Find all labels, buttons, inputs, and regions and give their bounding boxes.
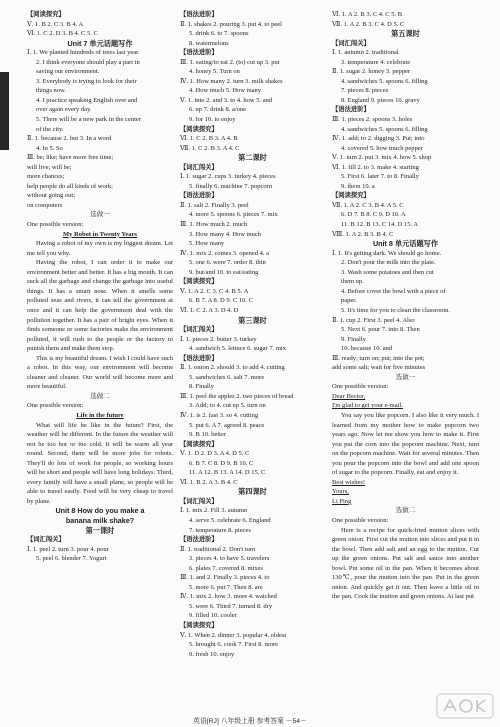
answer-line: Ⅰ. 1. mix 2. Fill 3. autumn xyxy=(180,507,248,515)
answer-line: 4. sandwiches 5. spoons 6. filling xyxy=(341,77,428,85)
section-heading: 第三课时 xyxy=(238,315,267,325)
answer-line: 3. Wash some potatoes and then cut xyxy=(341,268,434,276)
answer-line: I'm glad to get your e-mail. xyxy=(332,402,403,410)
exercise-label: 【词汇闯关】 xyxy=(180,163,218,171)
exercise-label: 【阅读探究】 xyxy=(180,125,218,133)
answer-line: Ⅱ. 1. sugar 2. honey 3. pepper xyxy=(332,68,411,76)
answer-line: more chances; xyxy=(27,173,65,181)
answer-line: Yours, xyxy=(332,488,349,496)
answer-line: Ⅰ. 1. autumn 2. traditional xyxy=(332,49,399,57)
answer-line: Ⅵ. 1. A 2. B 3. C 4. C 5. B xyxy=(332,11,403,18)
answer-line: will live; will be; xyxy=(27,163,72,171)
answer-line: Best wishes! xyxy=(332,478,366,486)
page-edge-mark xyxy=(0,72,9,150)
answer-line: Ⅵ. 1. B 2. A 3. B 4. C xyxy=(180,478,238,486)
answer-line: Ⅳ. 1. How many 2. turn 3. milk shakes xyxy=(180,77,283,85)
essay-paragraph: Having the robot, I can order it to make our environment better and better. It has a big mouth. It can suck all the garbage and change the garbage into useful things. It has a smart nose. When it smells some polluted seas and rivers, it can tell the government at once and it can help the government deal with the pollution together. It has a pair of bright eyes. When it finds someone or some factories make the environment polluted, it will rush to the people or the factory to punish them and make them stop. xyxy=(27,259,173,353)
exercise-label: 【阅读探究】 xyxy=(180,622,218,629)
answer-line: 5. put 6. A 7. agreed 8. peace xyxy=(189,421,265,429)
answer-line: them up. xyxy=(341,278,364,286)
answer-line: Ⅶ. 1. A 2. B 3. C 4. D 5. C xyxy=(332,20,405,28)
section-heading: banana milk shake? xyxy=(65,515,135,525)
answer-line: Ⅴ. 1. turn 2. put 3. mix 4. how 5. shop xyxy=(332,154,432,162)
essay-paragraph: This is my beautiful dream. I wish I could have such a robot. In this way, our environment will become cleaner and cleaner. Our world will become more and more beautiful. xyxy=(27,354,173,391)
answer-line: Ⅵ. 1. C 2. D 3. B 4. C 5. C xyxy=(27,30,98,38)
answer-line: 8. Finally xyxy=(189,383,214,391)
answer-line: saving our environment. xyxy=(36,68,100,76)
answer-line: 9. filled 10. cooler xyxy=(189,612,237,620)
answer-line: 7. temperature 8. pieces xyxy=(189,526,251,534)
answer-line: 5. were 6. Third 7. turned 8. dry xyxy=(189,602,273,610)
answer-line: Ⅳ. 1. is 2. fast 3. so 4. cutting xyxy=(180,411,259,419)
answer-line: Ⅱ. 1. cup 2. First 3. peel 4. Also xyxy=(332,316,415,324)
answer-line: One possible version: xyxy=(27,221,84,229)
essay-paragraph: Here is a recipe for quick-fried mutton slices with green onion. First cut the mutton into slices and put it in the bowl. Then add salt and an egg to the mutton. Cut up the green onions. Put salt and sauce into another bowl. Put some oil in the pan. When it becomes about 130℃, pour the mutton into the pan. Put in the green onion. And quickly get it out. Then leave a little oil in the pan. Cook the mutton and green onions. At last put xyxy=(332,526,479,601)
answer-line: Ⅱ. 1. traditional 2. Don't turn xyxy=(180,545,256,553)
answer-line: 4. I practice speaking English over and xyxy=(36,96,138,104)
exercise-label: 【阅读探究】 xyxy=(180,440,218,448)
answer-line: Ⅱ. 1. shakes 2. pouring 3. put 4. to peel xyxy=(180,20,282,28)
answer-line: 6. D 7. B 8. C 9. D 10. A xyxy=(341,211,406,219)
answer-line: 选做二 xyxy=(395,507,416,515)
answer-line: 3. temperature 4. celebrate xyxy=(341,58,411,66)
answer-line: 5. There will be a new park in the center xyxy=(36,116,141,124)
exercise-label: 【语法进阶】 xyxy=(180,11,218,18)
answer-line: Ⅲ. 1. peel the apples 2. two pieces of bread xyxy=(180,392,294,400)
answer-line: Ⅲ. 1. pieces 2. spoons 3. holes xyxy=(332,116,413,124)
answer-line: Ⅰ. 1. pieces 2. butter 3. turkey xyxy=(180,335,257,343)
essay-paragraph: You say you like popcorn. I also like it very much. I learned from my mother how to make popcorn two years ago. Now let me show you how to make it. First you put the corn into the popcorn machine. Next, turn on the popcorn machine. Wait for several minutes. Then you pour the popcorn into the bowl and add one spoon of sugar to the popcorn. Finally, eat and enjoy it. xyxy=(332,411,479,477)
section-heading: 第五课时 xyxy=(391,29,420,39)
answer-column-left xyxy=(27,10,173,564)
answer-line: Ⅱ. 1. onion 2. should 3. to add 4. cutting xyxy=(180,364,285,372)
answer-line: 8. watermelons xyxy=(189,39,229,47)
answer-column-middle xyxy=(180,10,325,659)
section-heading: Unit 7 单元话题写作 xyxy=(67,38,133,48)
answer-line: One possible version: xyxy=(27,402,84,410)
answer-line: 3. Add; to 4. cut up 5. turn on xyxy=(189,402,266,410)
answer-line: 4. In 5. So xyxy=(36,144,63,152)
exercise-label: 【阅读探究】 xyxy=(180,278,218,286)
answer-line: 9. but/and 10. to eat/eating xyxy=(189,268,259,276)
answer-line: 5. drink 6. to 7. spoons xyxy=(189,30,249,38)
section-heading: Unit 8 单元话题写作 xyxy=(372,239,439,249)
answer-line: Ⅰ. 1. We planted hundreds of trees last year. xyxy=(27,49,140,57)
answer-line: 5. sandwiches 6. salt 7. more xyxy=(189,373,265,381)
answer-line: Ⅶ. 1. A 2. C 3. B 4. A 5. C xyxy=(332,201,404,209)
answer-line: 9. B 10. better xyxy=(189,431,227,439)
answer-line: 9. fresh 10. enjoy xyxy=(189,650,235,658)
answer-line: Ⅷ. 1. A 2. B 3. B 4. C xyxy=(332,230,394,238)
answer-line: Ⅳ. 1. mix 2. how 3. more 4. watched xyxy=(180,593,277,601)
exercise-label: 【语法进阶】 xyxy=(180,49,218,57)
answer-line: Ⅰ. 1. peel 2. turn 3. pour 4. pour xyxy=(27,545,109,553)
section-heading: 第四课时 xyxy=(238,487,267,497)
answer-line: Ⅱ. 1. because 2. but 3. In a word xyxy=(27,135,112,143)
exercise-label: 【阅读探究】 xyxy=(27,11,65,18)
answer-line: My Robot in Twenty Years xyxy=(63,230,137,238)
answer-line: 9. for 10. to enjoy xyxy=(189,116,236,124)
exercise-label: 【语法进阶】 xyxy=(180,192,218,200)
answer-line: Ⅱ. 1. salt 2. Finally 3. peel xyxy=(180,201,249,209)
answer-line: 10. because 10. and xyxy=(341,345,393,353)
answer-line: paper. xyxy=(341,297,357,305)
answer-line: 6. plates 7. covered 8. mixes xyxy=(189,564,264,572)
answer-column-right xyxy=(332,10,479,602)
answer-line: Ⅴ. 1. into 2. and 3. to 4. how 5. and xyxy=(180,96,273,104)
answer-line: 5. peel 6. blender 7. Yogurt xyxy=(36,555,107,563)
answer-line: Ⅲ. ready; turn on; put; into the pot; xyxy=(332,354,425,362)
answer-line: 6. up 7. drink 8. a/one xyxy=(189,106,247,114)
answer-line: 11. A 12. B 13. A 14. D 15. C xyxy=(189,469,266,477)
answer-line: Ⅶ. 1. C 2. B 3. A 4. C xyxy=(180,144,240,152)
answer-line: 9. them 10. a xyxy=(341,182,375,190)
answer-line: One possible version: xyxy=(332,383,389,391)
exercise-label: 【词汇闯关】 xyxy=(332,39,370,47)
answer-line: Ⅴ. 1. B 2. C 3. B 4. A xyxy=(27,20,84,28)
answer-line: Ⅵ. 1. fill 2. to 3. make 4. starting xyxy=(332,163,419,171)
answer-line: 5. more 6. put 7. Then 8. are xyxy=(189,583,263,591)
answer-line: 4. covered 5. how much pepper xyxy=(341,144,423,152)
exercise-label: 【语法进阶】 xyxy=(180,354,218,362)
exercise-label: 【语法进阶】 xyxy=(180,536,218,544)
answer-line: 6. B 7. A 8. D 9. C 10. C xyxy=(189,297,253,305)
answer-line: 4. honey 5. Turn on xyxy=(189,68,240,76)
answer-line: Ⅵ. 1. C 2. B 3. A 4. B xyxy=(180,135,238,143)
exercise-label: 【词汇闯关】 xyxy=(180,326,218,334)
answer-line: Ⅰ. 1. It's getting dark. We should go home. xyxy=(332,249,442,257)
exercise-label: 【语法进阶】 xyxy=(332,106,370,114)
answer-line: 3. Everybody is trying to look for their xyxy=(36,77,137,85)
essay-paragraph: Having a robot of my own is my biggest dream. Let me tell you why. xyxy=(27,240,173,257)
answer-line: Ⅴ. 1. A 2. C 3. C 4. B 5. A xyxy=(180,287,249,295)
section-heading: 第一课时 xyxy=(85,525,115,535)
answer-line: help people do all kinds of work; xyxy=(27,182,113,190)
answer-line: 11. B 12. B 13. C 14. D 15. A xyxy=(341,221,419,229)
answer-line: Ⅰ. 1. sugar 2. cups 3. turkey 4. pieces xyxy=(180,173,276,181)
answer-line: 选做一 xyxy=(90,211,110,219)
answer-line: 4. sandwiches 5. spoons 6. filling xyxy=(341,125,428,133)
answer-line: Ⅴ. 1. D 2. D 3. A 4. D 5. C xyxy=(180,450,250,458)
answer-line: 4. Before cover the bowl with a piece of xyxy=(341,287,446,295)
answer-line: on computers xyxy=(27,201,63,209)
answer-line: things now. xyxy=(36,87,66,95)
answer-line: 3. pieces 4. to have 5. travelers xyxy=(189,555,270,563)
answer-line: Life in the future xyxy=(76,411,124,419)
answer-line: 2. Don't pour the milk into the plate. xyxy=(341,259,436,267)
answer-line: 选做一 xyxy=(395,373,416,381)
answer-line: 4. How much 5. How many xyxy=(189,87,262,95)
answer-line: One possible version: xyxy=(332,516,389,524)
answer-line: 9. Finally xyxy=(341,335,366,343)
answer-line: without going out; xyxy=(27,192,76,200)
watermark-logo-icon xyxy=(436,691,494,723)
answer-line: 5. one 6. were 7. order 8. thin xyxy=(189,259,266,267)
page-footer: 英语[RJ] 八年级上册 参考答案 －54－ xyxy=(193,718,307,725)
essay-paragraph: What will life be like in the future? First, the weather will be different. In the future the weather will not be too hot or too cold. It will be warm all year round. Second, there will be more jobs for robots. They'll do lots of work for people, so working hours will be short and people will have long holidays. Third, every family will have a small plane, so people will be able to travel easily. Food will be very cheap to travel by plane. xyxy=(27,421,173,505)
answer-line: Ⅲ. 1. How much 2. much xyxy=(180,221,248,229)
answer-line: 7. pieces 8. pieces xyxy=(341,87,389,95)
answer-line: 4. serve 5. celebrate 6. England xyxy=(189,516,271,524)
answer-line: over again every day. xyxy=(36,106,92,114)
answer-line: 5. How many xyxy=(189,240,225,248)
answer-line: of the city. xyxy=(36,125,64,133)
answer-line: 4. more 5. spoons 6. pieces 7. mix xyxy=(189,211,278,219)
answer-line: 选做二 xyxy=(90,392,110,400)
answer-line: Ⅳ. 1. mix 2. comes 3. opened 4. a xyxy=(180,249,269,257)
answer-line: 4. sandwich 5. lettuce 6. sugar 7. mix xyxy=(189,345,286,353)
answer-line: 2. I think everyone should play a part in xyxy=(36,58,140,66)
answer-line: 6. B 7. C 8. D 9. B 10. C xyxy=(189,459,254,467)
answer-line: 8. England 9. pieces 10. gravy xyxy=(341,96,420,104)
answer-line: Ⅵ. 1. C 2. A 3. D 4. D xyxy=(180,306,239,314)
section-heading: 第二课时 xyxy=(238,153,267,163)
answer-line: 5. Next 6. pour 7. into 8. Then xyxy=(341,326,420,334)
answer-line: Dear Hector, xyxy=(332,392,366,400)
answer-line: Ⅲ. be; like; have more free time; xyxy=(27,154,114,162)
answer-line: 5. It's time for you to clean the classroom. xyxy=(341,306,451,314)
exercise-label: 【词汇闯关】 xyxy=(27,536,65,544)
answer-line: 5. First 6. later 7. to 8. Finally xyxy=(341,173,419,181)
answer-line: 5. brought 6. cook 7. First 8. more xyxy=(189,641,279,649)
answer-line: Ⅲ. 1. and 2. Finally 3. pieces 4. to xyxy=(180,574,270,582)
exercise-label: 【阅读探究】 xyxy=(332,192,370,200)
answer-line: Ⅴ. 1. When 2. dinner 3. popular 4. oldest xyxy=(180,631,287,639)
answer-line: Li Ping xyxy=(332,497,352,505)
answer-line: Ⅳ. 1. add; to 2. digging 3. Put; into xyxy=(332,135,425,143)
answer-line: 5. finally 6. machine 7. popcorn xyxy=(189,182,273,190)
answer-line: add some salt; wait for five minutes xyxy=(332,364,426,372)
answer-line: 3. How many 4. How much xyxy=(189,230,262,238)
section-heading: Unit 8 How do you make a xyxy=(55,506,145,516)
answer-line: Ⅲ. 1. eating/to eat 2. (to) cut up 3. put xyxy=(180,58,280,66)
exercise-label: 【词汇闯关】 xyxy=(180,497,218,505)
